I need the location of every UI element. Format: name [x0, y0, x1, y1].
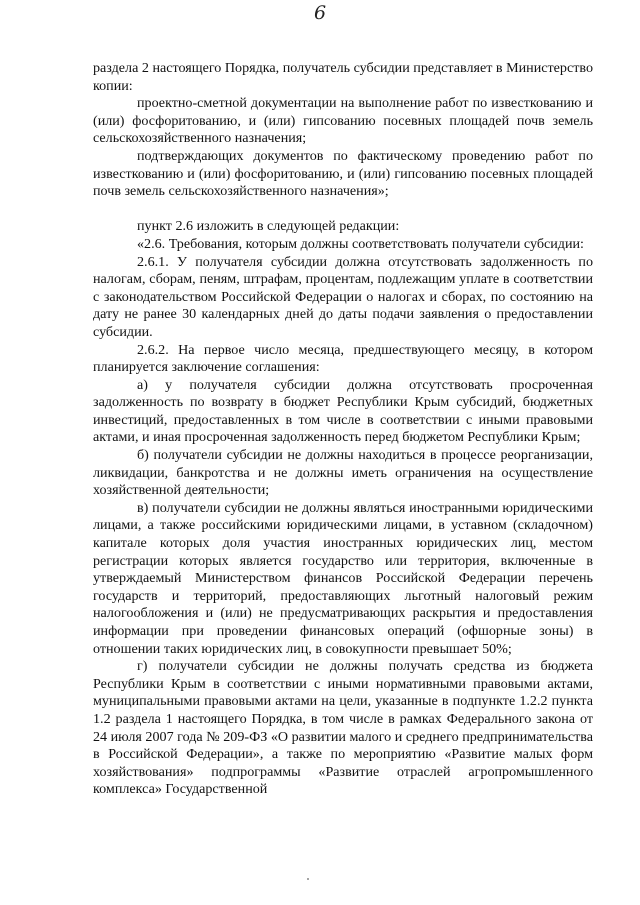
page-number: 6 — [313, 2, 327, 24]
scan-speck — [307, 878, 309, 880]
paragraph: а) у получателя субсидии должна отсутствовать просроченная задолженность по возврату в бюджет Республики Крым субсидий, бюджетных инвестиций, предоставленных в том числе в соответствии с иными правовыми актами, и иная просроченная задолженность перед бюджетом Республики Крым; — [93, 376, 593, 446]
paragraph: г) получатели субсидии не должны получать средства из бюджета Республики Крым в соответствии с иными нормативными правовыми актами, муниципальными правовыми актами на цели, указанные в подпункте 1.2.2 пункта 1.2 раздела 1 настоящего Порядка, в том числе в рамках Федерального закона от 24 июля 2007 года № 209-ФЗ «О развитии малого и среднего предпринимательства в Российской Федерации», а также по мероприятию «Развитие малых форм хозяйствования» подпрограммы «Развитие отраслей агропромышленного комплекса» Государственной — [93, 658, 593, 798]
paragraph: подтверждающих документов по фактическому проведению работ по известкованию и (или) фосфоритованию, и (или) гипсованию посевных площадей почв земель сельскохозяйственного назначения»; — [93, 147, 593, 200]
paragraph: в) получатели субсидии не должны являться иностранными юридическими лицами, а также российскими юридическими лицами, в уставном (складочном) капитале которых доля участия иностранных юридических лиц, местом регистрации которых является государство или территория, включенные в утверждаемый Министерством финансов Российской Федерации перечень государств и территорий, предоставляющих льготный налоговый режим налогообложения и (или) не предусматривающих раскрытия и предоставления информации при проведении финансовых операций (офшорные зоны) в отношении таких юридических лиц, в совокупности превышает 50%; — [93, 499, 593, 657]
paragraph: раздела 2 настоящего Порядка, получатель субсидии представляет в Министерство копии: — [93, 60, 593, 94]
paragraph: б) получатели субсидии не должны находиться в процессе реорганизации, ликвидации, банкротства и не должны иметь ограничения на осуществление хозяйственной деятельности; — [93, 447, 593, 499]
paragraph: пункт 2.6 изложить в следующей редакции: — [137, 218, 400, 235]
paragraph: 2.6.2. На первое число месяца, предшествующего месяцу, в котором планируется заключение соглашения: — [93, 341, 593, 376]
paragraph: проектно-сметной документации на выполнение работ по известкованию и (или) фосфоритованию, и (или) гипсованию посевных площадей почв земель сельскохозяйственного назначения; — [93, 95, 593, 147]
paragraph: 2.6.1. У получателя субсидии должна отсутствовать задолженность по налогам, сборам, пеням, штрафам, процентам, подлежащим уплате в соответствии с законодательством Российской Федерации о налогах и сборах, по состоянию на дату не ранее 30 календарных дней до даты подачи заявления о предоставлении субсидии. — [93, 253, 593, 340]
document-body — [93, 60, 593, 799]
paragraph: «2.6. Требования, которым должны соответствовать получатели субсидии: — [137, 235, 584, 252]
